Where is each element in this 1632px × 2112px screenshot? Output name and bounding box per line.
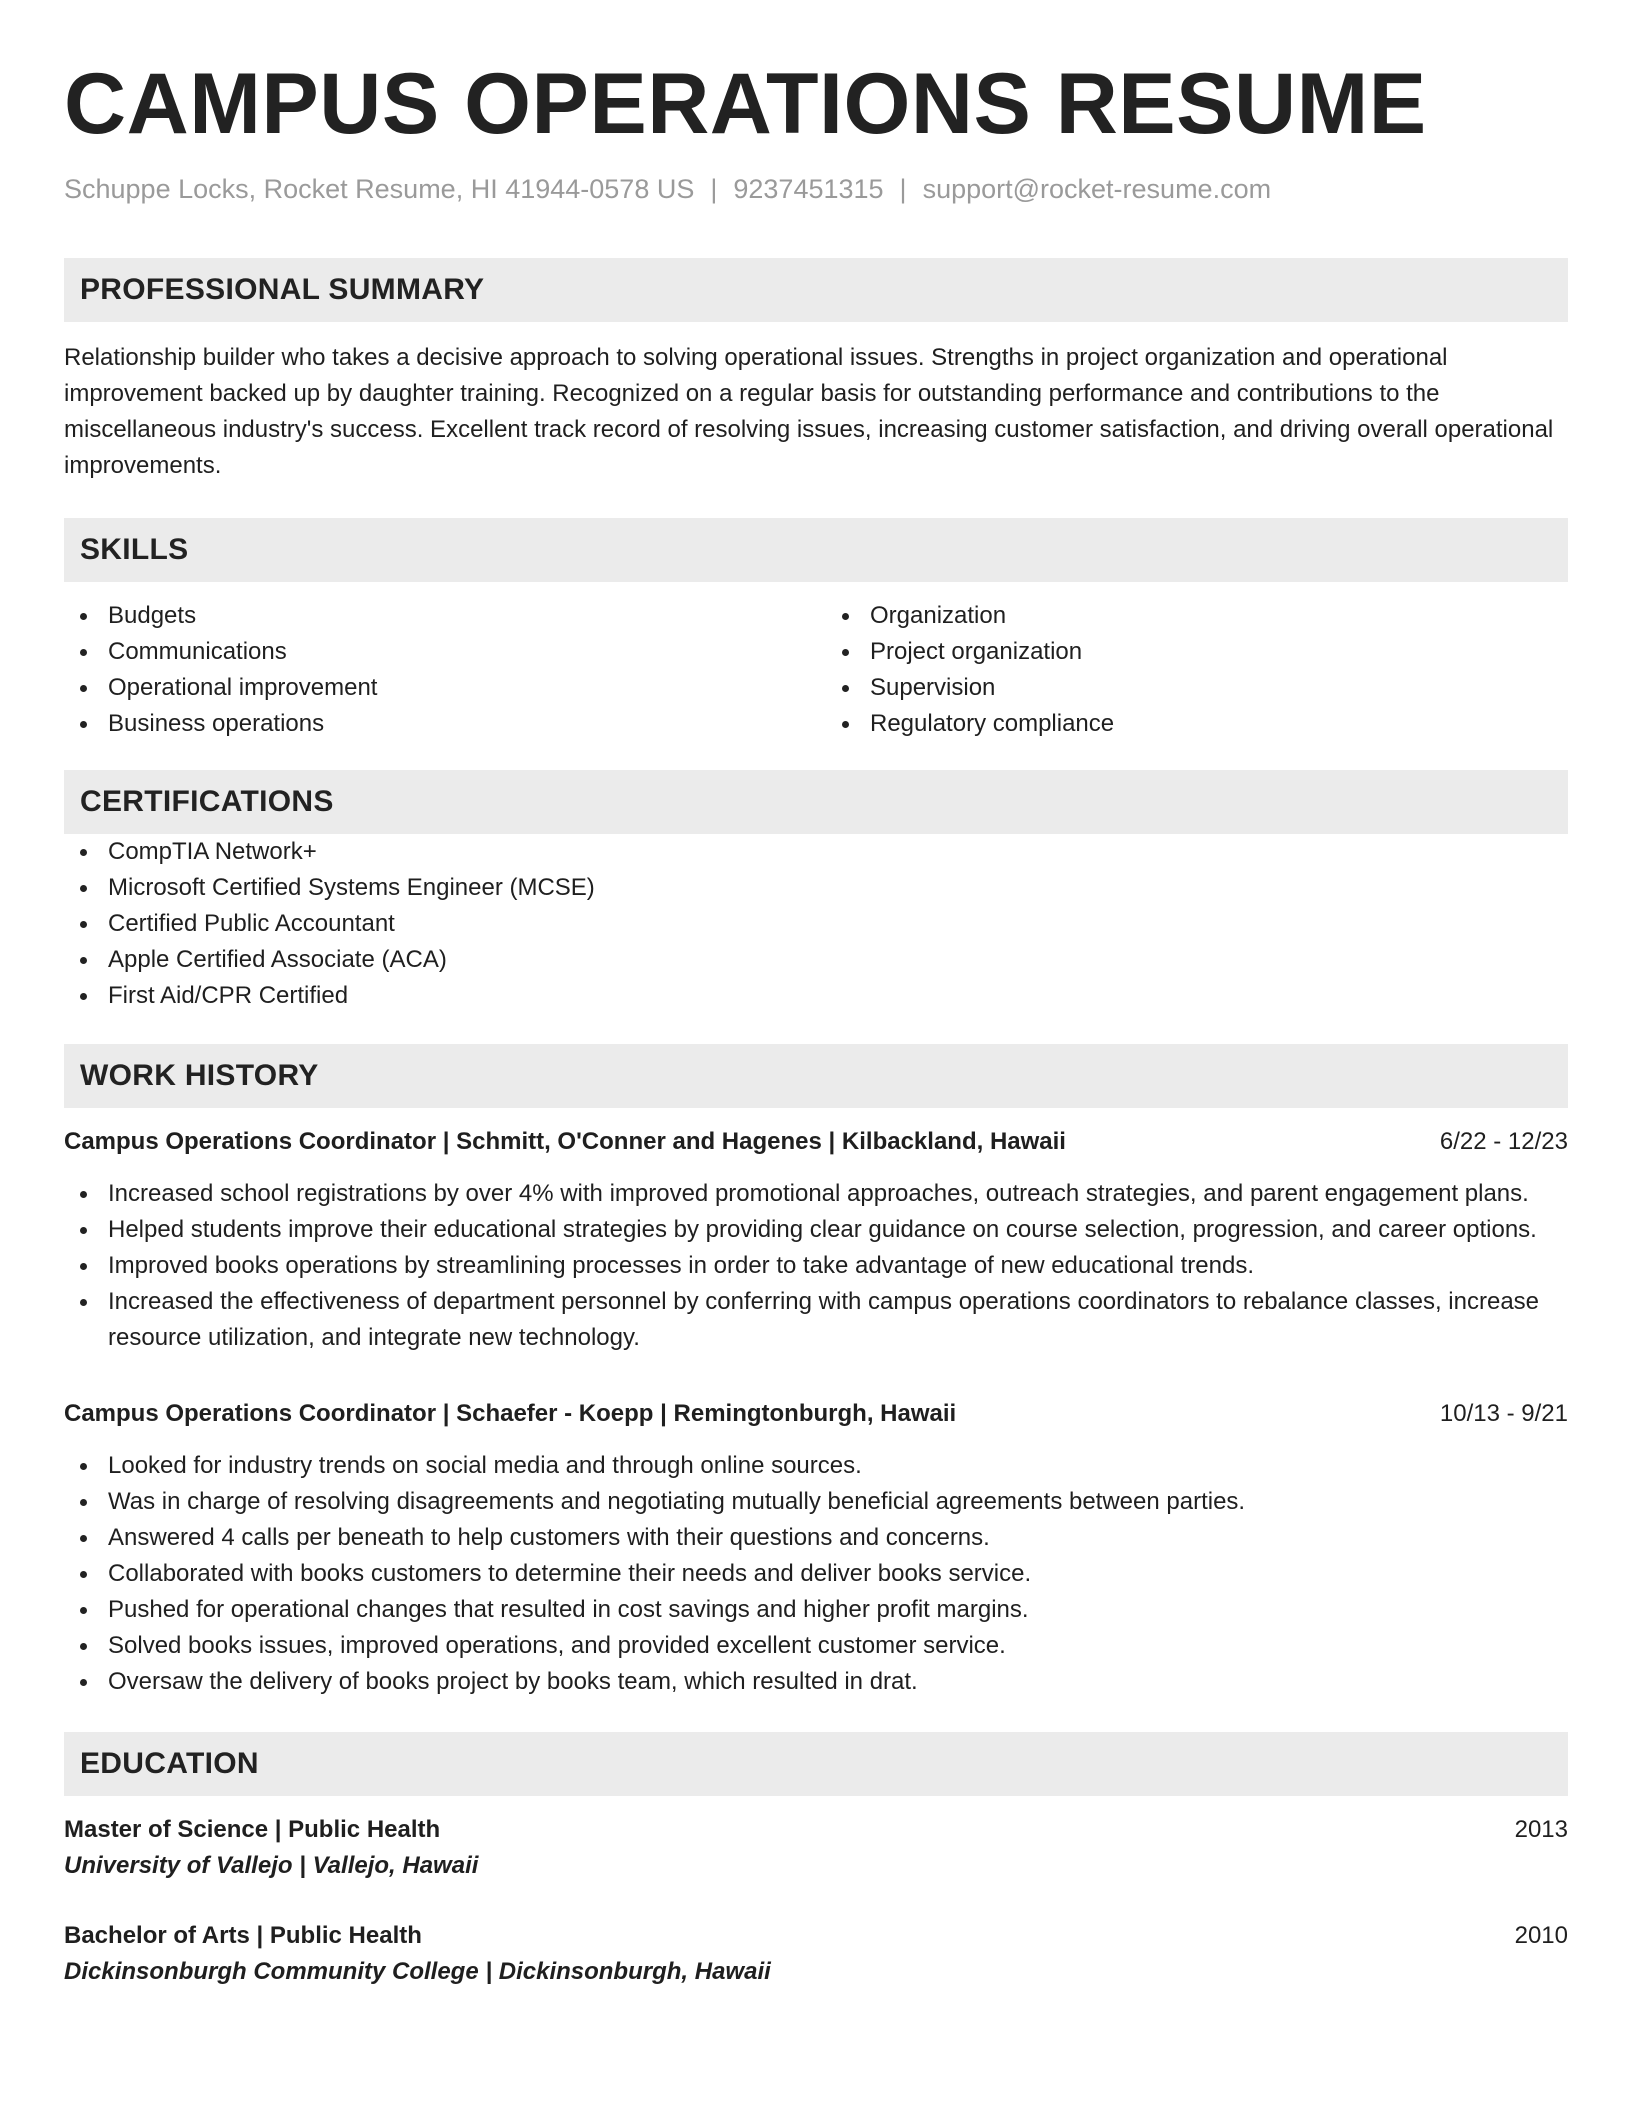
job-bullet-text: Oversaw the delivery of books project by books team, which resulted in drat. [108,1668,918,1695]
school-name: Dickinsonburgh Community College | Dickinsonburgh, Hawaii [64,1958,771,1985]
list-item [64,942,1568,978]
job-entry [64,1396,1568,1700]
skill-label: Project organization [870,638,1083,665]
skill-label: Supervision [870,674,996,701]
section-header-summary [64,258,1568,322]
bullet-icon [80,1535,87,1542]
list-item [64,1248,1568,1284]
job-bullet-text: Improved books operations by streamlining processes in order to take advantage of new educational trends. [108,1252,1254,1279]
certification-label: Microsoft Certified Systems Engineer (MCSE) [108,874,595,901]
graduation-year: 2013 [1514,1816,1568,1843]
graduation-year: 2010 [1514,1922,1568,1949]
list-item [64,1664,1568,1700]
list-item [64,1592,1568,1628]
bullet-icon [842,613,849,620]
bullet-icon [80,921,87,928]
job-bullet-text: Helped students improve their educational strategies by providing clear guidance on course selection, progression, and career options. [108,1216,1537,1243]
contact-email: support@rocket-resume.com [922,174,1272,204]
list-item [826,634,1568,670]
list-item [64,1628,1568,1664]
summary-text: Relationship builder who takes a decisive approach to solving operational issues. Strengths in project organization and operational improvement backed up by daughter training. Recognized on a regular basis for outstanding performance and contributions to the miscellaneous industry's success. Excellent track record of resolving issues, increasing customer satisfaction, and driving overall operational improvements. [64,344,1554,479]
job-bullet-text: Pushed for operational changes that resulted in cost savings and higher profit margins. [108,1596,1029,1623]
section-title: PROFESSIONAL SUMMARY [80,273,485,306]
skill-label: Organization [870,602,1007,629]
contact-separator: | [899,174,907,204]
job-bullet-text: Was in charge of resolving disagreements and negotiating mutually beneficial agreements between parties. [108,1488,1246,1515]
skills-column-left [64,598,816,742]
job-header [64,1124,1568,1160]
job-bullet-text: Answered 4 calls per beneath to help customers with their questions and concerns. [108,1524,990,1551]
bullet-icon [80,849,87,856]
bullet-icon [80,721,87,728]
job-bullet-text: Solved books issues, improved operations, and provided excellent customer service. [108,1632,1006,1659]
skills-grid [64,598,1568,742]
bullet-icon [80,957,87,964]
bullet-icon [80,1263,87,1270]
job-bullets [64,1448,1568,1700]
bullet-icon [80,1191,87,1198]
education-header [64,1918,1568,1954]
bullet-icon [80,1607,87,1614]
skill-label: Regulatory compliance [870,710,1115,737]
section-title: CERTIFICATIONS [80,785,334,818]
list-item [64,906,1568,942]
skill-label: Operational improvement [108,674,378,701]
certification-label: CompTIA Network+ [108,838,317,865]
list-item [64,978,1568,1014]
skills-column-right [816,598,1568,742]
skills-list [826,598,1568,742]
list-item [64,1484,1568,1520]
contact-phone: 9237451315 [733,174,884,204]
list-item [826,706,1568,742]
job-bullet-text: Increased school registrations by over 4% with improved promotional approaches, outreach strategies, and parent engagement plans. [108,1180,1529,1207]
list-item [826,598,1568,634]
job-title: Campus Operations Coordinator | Schaefer - Koepp | Remingtonburgh, Hawaii [64,1400,957,1427]
degree: Master of Science | Public Health [64,1816,441,1843]
resume-title: CAMPUS OPERATIONS RESUME [64,56,1427,152]
list-item [64,1448,1568,1484]
education-header [64,1812,1568,1848]
list-item [64,1176,1568,1212]
skill-label: Communications [108,638,287,665]
bullet-icon [842,685,849,692]
job-dates: 6/22 - 12/23 [1439,1128,1568,1155]
section-header-education [64,1732,1568,1796]
job-bullet-text: Increased the effectiveness of department personnel by conferring with campus operations coordinators to rebalance classes, increase resource utilization, and integrate new technology. [108,1288,1540,1351]
certification-label: Apple Certified Associate (ACA) [108,946,447,973]
list-item [64,634,816,670]
section-title: SKILLS [80,533,189,566]
contact-line [64,172,1568,206]
bullet-icon [80,1463,87,1470]
education-entry [64,1812,1568,1884]
job-bullets [64,1176,1568,1356]
skill-label: Business operations [108,710,325,737]
contact-address: Schuppe Locks, Rocket Resume, HI 41944-0578 US [64,174,695,204]
section-title: EDUCATION [80,1747,259,1780]
certification-label: Certified Public Accountant [108,910,395,937]
certification-label: First Aid/CPR Certified [108,982,349,1009]
certifications-list [64,834,1568,1014]
bullet-icon [80,1499,87,1506]
list-item [64,1212,1568,1248]
list-item [64,870,1568,906]
list-item [64,670,816,706]
job-entry [64,1124,1568,1356]
list-item [64,1284,1568,1356]
bullet-icon [80,613,87,620]
section-header-certifications [64,770,1568,834]
job-header [64,1396,1568,1432]
school-name: University of Vallejo | Vallejo, Hawaii [64,1852,479,1879]
bullet-icon [842,721,849,728]
bullet-icon [80,1571,87,1578]
bullet-icon [80,993,87,1000]
bullet-icon [842,649,849,656]
job-bullet-text: Looked for industry trends on social media and through online sources. [108,1452,862,1479]
list-item [64,706,816,742]
section-header-skills [64,518,1568,582]
bullet-icon [80,1679,87,1686]
bullet-icon [80,1299,87,1306]
section-header-work-history [64,1044,1568,1108]
list-item [64,1520,1568,1556]
education-entry [64,1918,1568,1990]
bullet-icon [80,1227,87,1234]
skill-label: Budgets [108,602,197,629]
skills-list [64,598,816,742]
job-bullet-text: Collaborated with books customers to determine their needs and deliver books service. [108,1560,1032,1587]
degree: Bachelor of Arts | Public Health [64,1922,422,1949]
list-item [64,834,1568,870]
list-item [826,670,1568,706]
bullet-icon [80,685,87,692]
bullet-icon [80,885,87,892]
list-item [64,598,816,634]
job-title: Campus Operations Coordinator | Schmitt, O'Conner and Hagenes | Kilbackland, Hawaii [64,1128,1066,1155]
list-item [64,1556,1568,1592]
section-title: WORK HISTORY [80,1059,319,1092]
contact-separator: | [710,174,718,204]
bullet-icon [80,1643,87,1650]
job-dates: 10/13 - 9/21 [1439,1400,1568,1427]
bullet-icon [80,649,87,656]
